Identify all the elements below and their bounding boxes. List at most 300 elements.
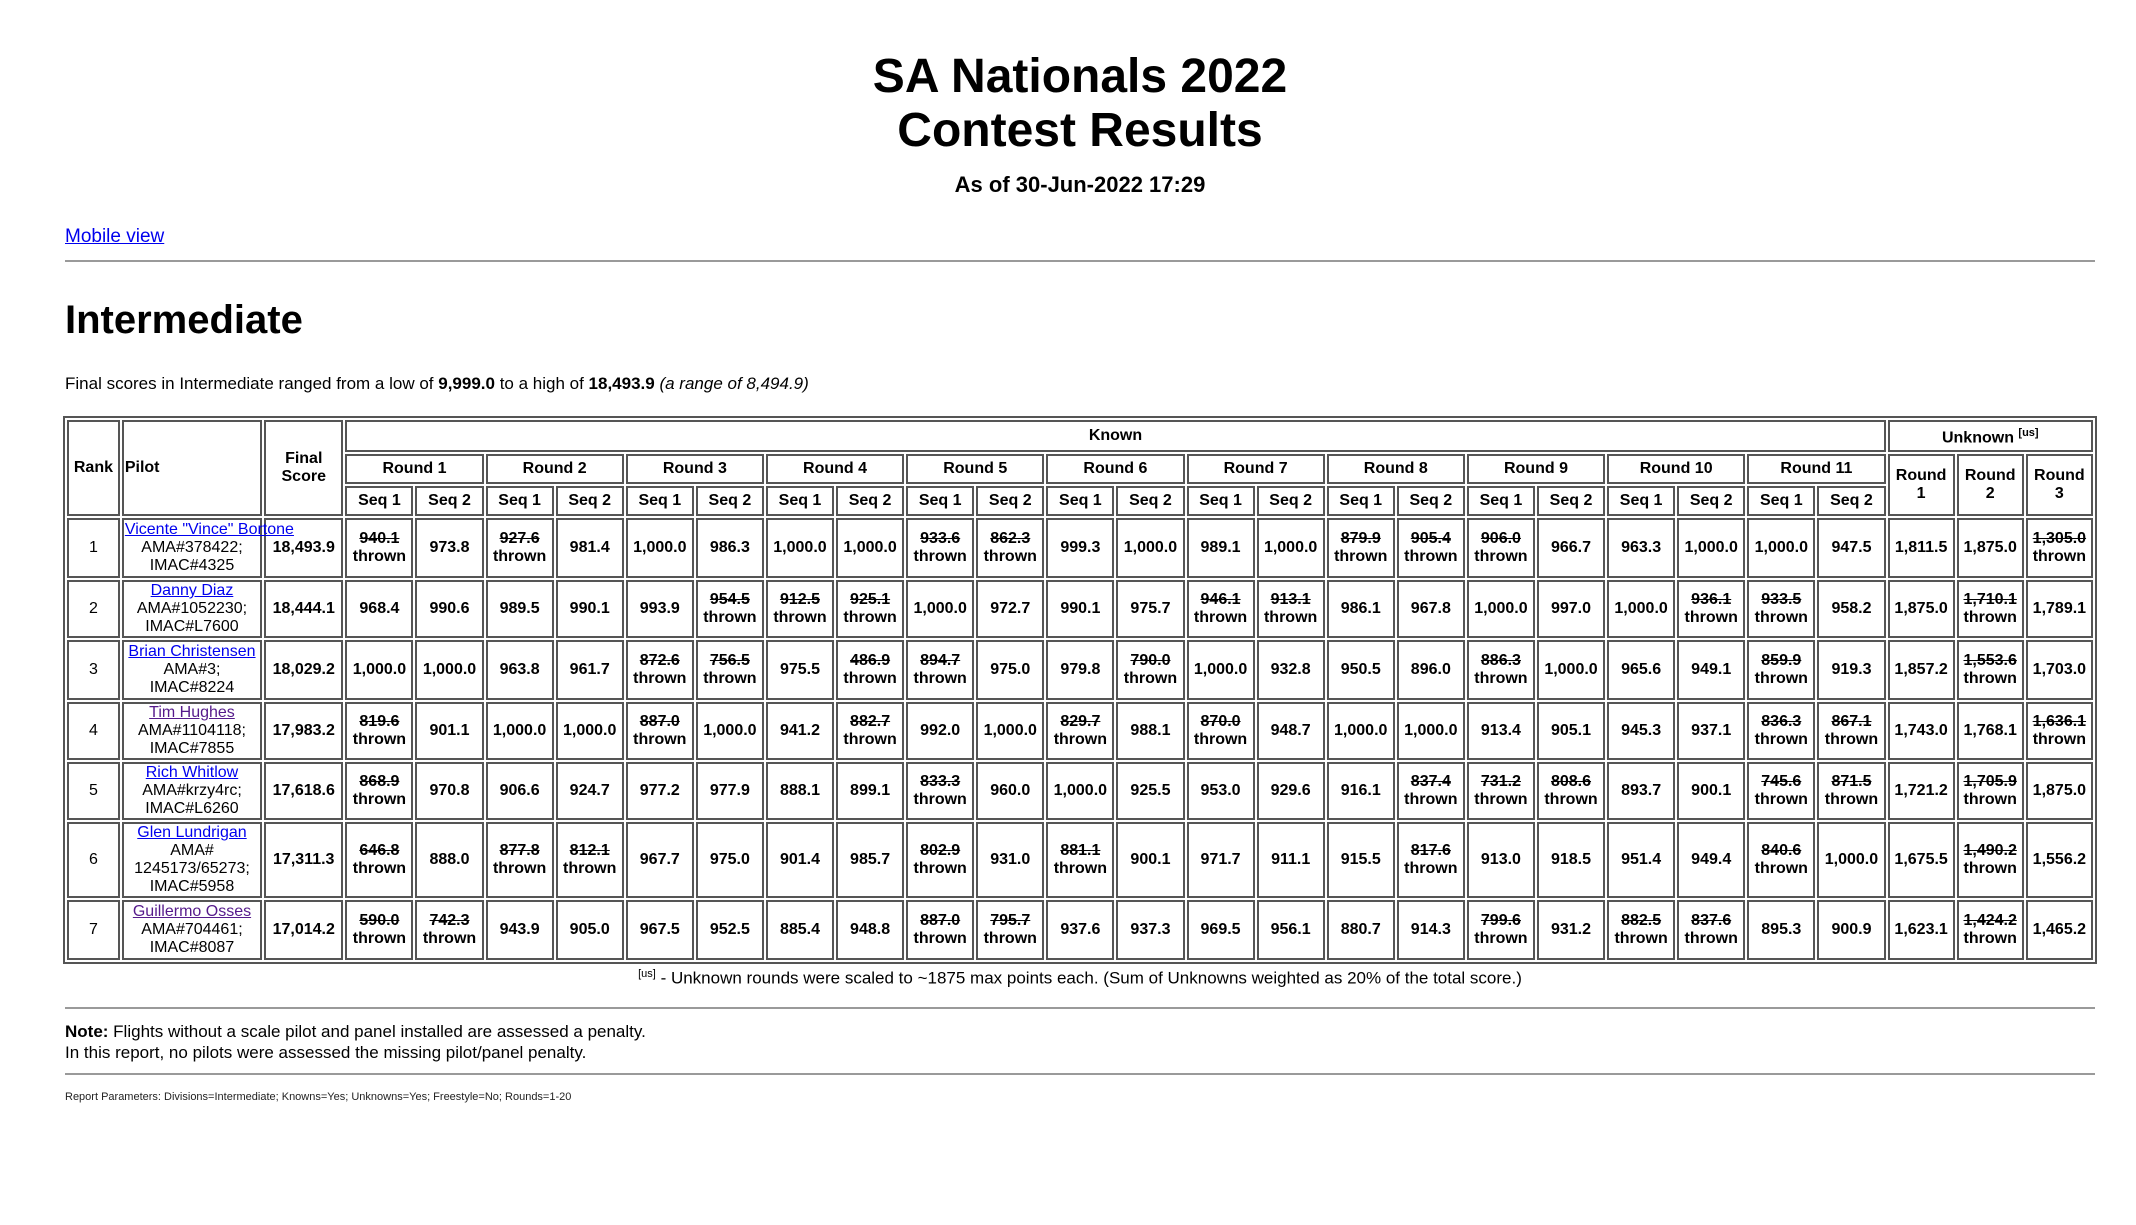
final-score-cell: 17,618.6 [264, 762, 343, 820]
seq-header: Seq 1 [486, 486, 554, 516]
thrown-score-value: 1,424.2 [1963, 912, 2017, 929]
thrown-score-value: 790.0 [1130, 652, 1171, 669]
known-score-cell: 977.9 [696, 762, 764, 820]
known-score-cell: 1,000.0 [1116, 518, 1184, 578]
known-score-cell: 992.0 [906, 702, 974, 760]
seq-header: Seq 1 [626, 486, 694, 516]
pilot-id: AMA#krzy4rc; [142, 782, 242, 799]
thrown-label: thrown [843, 670, 897, 687]
known-score-cell: 988.1 [1116, 702, 1184, 760]
known-score-cell: 948.8 [836, 900, 904, 960]
thrown-label: thrown [1754, 791, 1808, 808]
thrown-score-value: 795.7 [990, 912, 1031, 929]
thrown-score-value: 940.1 [359, 530, 400, 547]
thrown-score-value: 862.3 [990, 530, 1031, 547]
thrown-score-value: 837.6 [1691, 912, 1732, 929]
thrown-label: thrown [1474, 548, 1528, 565]
range-high: 18,493.9 [588, 374, 655, 393]
pilot-cell [122, 762, 262, 820]
known-score-cell: 905.1 [1537, 702, 1605, 760]
note-line1: Flights without a scale pilot and panel installed are assessed a penalty. [108, 1021, 646, 1041]
thrown-score-value: 882.5 [1621, 912, 1662, 929]
known-score-cell: 900.1 [1677, 762, 1745, 820]
known-score-cell: 961.7 [556, 640, 624, 700]
thrown-label: thrown [1963, 930, 2017, 947]
rank-cell: 3 [67, 640, 120, 700]
known-score-cell: 975.0 [696, 822, 764, 898]
known-score-cell [345, 762, 413, 820]
known-round-header: Round 8 [1327, 454, 1465, 484]
thrown-label: thrown [913, 791, 967, 808]
thrown-score-value: 819.6 [359, 713, 400, 730]
known-score-cell [1397, 518, 1465, 578]
pilot-cell [122, 900, 262, 960]
known-score-cell: 971.7 [1187, 822, 1255, 898]
known-score-cell: 888.0 [415, 822, 483, 898]
known-score-cell: 888.1 [766, 762, 834, 820]
mobile-view-link[interactable]: Mobile view [65, 226, 165, 247]
known-score-cell: 937.6 [1046, 900, 1114, 960]
seq-header: Seq 2 [1677, 486, 1745, 516]
known-score-cell [626, 702, 694, 760]
known-score-cell: 913.4 [1467, 702, 1535, 760]
as-of-timestamp: As of 30-Jun-2022 17:29 [954, 172, 1206, 197]
seq-header: Seq 1 [1747, 486, 1815, 516]
thrown-label: thrown [563, 860, 617, 877]
thrown-label: thrown [1474, 791, 1528, 808]
seq-header: Seq 1 [1467, 486, 1535, 516]
known-score-cell [486, 822, 554, 898]
known-score-cell [345, 518, 413, 578]
report-page [65, 50, 2095, 1103]
pilot-id: IMAC#L6260 [145, 800, 239, 817]
thrown-score-value: 1,636.1 [2032, 713, 2087, 730]
known-score-cell: 1,000.0 [1747, 518, 1815, 578]
unknown-header-label: Unknown [1941, 429, 2014, 447]
thrown-score-value: 799.6 [1480, 912, 1521, 929]
known-score-cell [906, 518, 974, 578]
thrown-label: thrown [352, 860, 407, 877]
thrown-label: thrown [1614, 930, 1668, 947]
known-round-header: Round 11 [1747, 454, 1885, 484]
thrown-label: thrown [1404, 860, 1458, 877]
known-score-cell: 901.4 [766, 822, 834, 898]
thrown-score-value: 905.4 [1410, 530, 1451, 547]
known-score-cell [1607, 900, 1675, 960]
rank-cell: 6 [67, 822, 120, 898]
rank-header: Rank [67, 420, 120, 516]
title-block [65, 50, 2095, 198]
thrown-label: thrown [1754, 731, 1808, 748]
range-mid: to a high of [494, 374, 589, 393]
known-score-cell [1046, 702, 1114, 760]
thrown-score-value: 936.1 [1691, 591, 1732, 608]
unknown-round-header: Round 1 [1888, 454, 1955, 516]
thrown-label: thrown [913, 548, 967, 565]
known-score-cell: 1,000.0 [1397, 702, 1465, 760]
unknown-score-cell: 1,703.0 [2026, 640, 2093, 700]
thrown-label: thrown [1963, 609, 2017, 626]
known-score-cell: 900.1 [1116, 822, 1184, 898]
thrown-score-value: 868.9 [359, 773, 400, 790]
known-score-cell: 1,000.0 [1607, 580, 1675, 638]
thrown-label: thrown [1193, 731, 1248, 748]
known-score-cell: 919.3 [1817, 640, 1885, 700]
thrown-label: thrown [1684, 930, 1738, 947]
pilot-id: AMA#704461; [141, 921, 243, 938]
unknown-score-cell: 1,675.5 [1888, 822, 1955, 898]
thrown-label: thrown [2032, 731, 2087, 748]
known-score-cell: 911.1 [1257, 822, 1325, 898]
pilot-cell [122, 822, 262, 898]
thrown-label: thrown [1123, 670, 1178, 687]
known-score-cell: 986.1 [1327, 580, 1395, 638]
pilot-name-link[interactable]: Brian Christensen [128, 643, 256, 660]
known-round-header: Round 9 [1467, 454, 1605, 484]
known-score-cell [1187, 580, 1255, 638]
note-line2: In this report, no pilots were assessed the missing pilot/panel penalty. [65, 1042, 587, 1062]
pilot-name-link[interactable]: Rich Whitlow [145, 764, 239, 781]
thrown-score-value: 745.6 [1761, 773, 1802, 790]
known-score-cell: 963.3 [1607, 518, 1675, 578]
range-prefix: Final scores in Intermediate ranged from a low of [65, 374, 439, 393]
unknown-score-cell: 1,875.0 [1888, 580, 1955, 638]
known-score-cell [836, 580, 904, 638]
known-score-cell: 893.7 [1607, 762, 1675, 820]
thrown-label: thrown [633, 731, 687, 748]
thrown-label: thrown [1824, 731, 1879, 748]
known-score-cell: 1,000.0 [766, 518, 834, 578]
seq-header: Seq 1 [345, 486, 413, 516]
known-score-cell [906, 822, 974, 898]
known-score-cell [1187, 702, 1255, 760]
known-score-cell: 969.5 [1187, 900, 1255, 960]
thrown-label: thrown [492, 860, 547, 877]
range-low: 9,999.0 [438, 374, 495, 393]
thrown-label: thrown [1754, 860, 1808, 877]
seq-header: Seq 2 [976, 486, 1044, 516]
known-score-cell: 989.1 [1187, 518, 1255, 578]
thrown-label: thrown [633, 670, 687, 687]
known-score-cell [1116, 640, 1184, 700]
thrown-label: thrown [983, 548, 1037, 565]
unknown-score-cell: 1,556.2 [2026, 822, 2093, 898]
known-score-cell [696, 580, 764, 638]
thrown-score-value: 486.9 [850, 652, 891, 669]
seq-header: Seq 2 [556, 486, 624, 516]
thrown-label: thrown [352, 791, 407, 808]
known-score-cell: 1,000.0 [976, 702, 1044, 760]
seq-header: Seq 2 [1116, 486, 1184, 516]
known-score-cell: 900.9 [1817, 900, 1885, 960]
results-table [63, 416, 2097, 964]
known-score-cell: 1,000.0 [556, 702, 624, 760]
thrown-score-value: 894.7 [920, 652, 961, 669]
footnote-sup: [us] [638, 968, 656, 980]
known-score-cell: 979.8 [1046, 640, 1114, 700]
note-label: Note: [65, 1021, 109, 1041]
thrown-label: thrown [1754, 670, 1808, 687]
known-score-cell: 1,000.0 [836, 518, 904, 578]
thrown-score-value: 954.5 [709, 591, 750, 608]
thrown-score-value: 946.1 [1200, 591, 1241, 608]
known-score-cell: 960.0 [976, 762, 1044, 820]
thrown-label: thrown [703, 670, 757, 687]
pilot-name-link[interactable]: Danny Diaz [150, 582, 234, 599]
seq-header: Seq 1 [1327, 486, 1395, 516]
known-score-cell: 986.3 [696, 518, 764, 578]
known-score-cell [1397, 822, 1465, 898]
pilot-name-link[interactable]: Vicente "Vince" Bortone [124, 521, 294, 538]
pilot-cell [122, 580, 262, 638]
known-score-cell [1747, 702, 1815, 760]
known-score-cell: 967.8 [1397, 580, 1465, 638]
known-score-cell: 918.5 [1537, 822, 1605, 898]
known-score-cell: 990.1 [1046, 580, 1114, 638]
unknown-score-cell [1957, 900, 2024, 960]
known-score-cell: 975.0 [976, 640, 1044, 700]
final-score-cell: 17,311.3 [264, 822, 343, 898]
known-score-cell [1327, 518, 1395, 578]
known-score-cell: 977.2 [626, 762, 694, 820]
known-score-cell: 931.0 [976, 822, 1044, 898]
thrown-label: thrown [1824, 791, 1879, 808]
known-header: Known [345, 420, 1885, 452]
known-score-cell [836, 640, 904, 700]
known-score-cell: 975.7 [1116, 580, 1184, 638]
thrown-score-value: 933.5 [1761, 591, 1802, 608]
known-score-cell [626, 640, 694, 700]
seq-header: Seq 1 [906, 486, 974, 516]
known-score-cell [696, 640, 764, 700]
unknown-score-cell: 1,875.0 [1957, 518, 2024, 578]
thrown-score-value: 833.3 [920, 773, 961, 790]
known-score-cell: 990.1 [556, 580, 624, 638]
thrown-score-value: 1,305.0 [2032, 530, 2087, 547]
thrown-score-value: 837.4 [1410, 773, 1451, 790]
known-score-cell: 941.2 [766, 702, 834, 760]
pilot-id: IMAC#7855 [149, 740, 235, 757]
known-round-header: Round 2 [486, 454, 624, 484]
unknown-score-cell: 1,789.1 [2026, 580, 2093, 638]
pilot-name-link[interactable]: Tim Hughes [149, 704, 235, 721]
seq-header: Seq 1 [766, 486, 834, 516]
thrown-score-value: 925.1 [850, 591, 891, 608]
range-note: (a range of 8,494.9) [659, 374, 809, 393]
thrown-label: thrown [1963, 860, 2017, 877]
known-score-cell [836, 702, 904, 760]
known-round-header: Round 10 [1607, 454, 1745, 484]
thrown-score-value: 812.1 [569, 842, 610, 859]
thrown-label: thrown [773, 609, 827, 626]
known-score-cell: 906.6 [486, 762, 554, 820]
seq-header: Seq 2 [1817, 486, 1885, 516]
final-score-cell: 17,014.2 [264, 900, 343, 960]
known-score-cell: 999.3 [1046, 518, 1114, 578]
final-score-cell: 17,983.2 [264, 702, 343, 760]
known-score-cell: 963.8 [486, 640, 554, 700]
pilot-id: AMA#3; [163, 661, 221, 678]
table-row [67, 518, 2093, 578]
known-score-cell [976, 900, 1044, 960]
known-score-cell: 1,000.0 [1467, 580, 1535, 638]
known-score-cell: 997.0 [1537, 580, 1605, 638]
thrown-label: thrown [1193, 609, 1248, 626]
known-score-cell: 966.7 [1537, 518, 1605, 578]
known-score-cell: 993.9 [626, 580, 694, 638]
thrown-label: thrown [1404, 548, 1458, 565]
known-score-cell [1397, 762, 1465, 820]
unknown-score-cell: 1,623.1 [1888, 900, 1955, 960]
thrown-score-value: 1,705.9 [1963, 773, 2017, 790]
known-score-cell: 1,000.0 [345, 640, 413, 700]
rank-cell: 4 [67, 702, 120, 760]
unknown-score-cell [2026, 702, 2093, 760]
known-score-cell: 949.1 [1677, 640, 1745, 700]
pilot-id: IMAC#8224 [149, 679, 235, 696]
seq-header: Seq 1 [1607, 486, 1675, 516]
known-score-cell: 956.1 [1257, 900, 1325, 960]
known-score-cell [1747, 580, 1815, 638]
known-score-cell: 899.1 [836, 762, 904, 820]
known-score-cell: 905.0 [556, 900, 624, 960]
known-score-cell: 914.3 [1397, 900, 1465, 960]
known-score-cell: 913.0 [1467, 822, 1535, 898]
known-score-cell: 1,000.0 [906, 580, 974, 638]
known-score-cell: 1,000.0 [486, 702, 554, 760]
known-score-cell [1467, 640, 1535, 700]
known-round-header: Round 6 [1046, 454, 1184, 484]
seq-header: Seq 1 [1046, 486, 1114, 516]
footnote-text: - Unknown rounds were scaled to ~1875 max points each. (Sum of Unknowns weighted as 20% of the total score.) [655, 968, 1522, 988]
thrown-score-value: 836.3 [1761, 713, 1802, 730]
known-score-cell: 1,000.0 [1187, 640, 1255, 700]
known-score-cell: 952.5 [696, 900, 764, 960]
known-round-header: Round 1 [345, 454, 483, 484]
thrown-label: thrown [1404, 791, 1458, 808]
thrown-score-value: 927.6 [499, 530, 540, 547]
known-score-cell: 1,000.0 [1677, 518, 1745, 578]
pilot-id: AMA#1052230; [136, 600, 248, 617]
unknown-score-cell: 1,875.0 [2026, 762, 2093, 820]
thrown-label: thrown [1263, 609, 1318, 626]
pilot-name-link[interactable]: Glen Lundrigan [137, 824, 247, 841]
thrown-label: thrown [1334, 548, 1388, 565]
seq-header: Seq 2 [1537, 486, 1605, 516]
thrown-score-value: 1,490.2 [1963, 842, 2017, 859]
thrown-score-value: 829.7 [1060, 713, 1101, 730]
thrown-score-value: 887.0 [920, 912, 961, 929]
pilot-id: IMAC#5958 [149, 878, 235, 895]
known-score-cell [486, 518, 554, 578]
known-score-cell: 981.4 [556, 518, 624, 578]
seq-header: Seq 2 [1397, 486, 1465, 516]
pilot-id: 1245173/65273; [134, 860, 250, 877]
known-score-cell: 975.5 [766, 640, 834, 700]
rank-cell: 2 [67, 580, 120, 638]
known-score-cell [415, 900, 483, 960]
seq-header: Seq 1 [1187, 486, 1255, 516]
unknown-score-cell: 1,743.0 [1888, 702, 1955, 760]
thrown-label: thrown [352, 731, 407, 748]
known-score-cell [1677, 900, 1745, 960]
report-parameters: Report Parameters: Divisions=Intermediate; Knowns=Yes; Unknowns=Yes; Freestyle=No; Rounds=1-20 [65, 1090, 572, 1103]
known-score-cell: 895.3 [1747, 900, 1815, 960]
known-score-cell: 937.3 [1116, 900, 1184, 960]
thrown-label: thrown [913, 670, 967, 687]
known-score-cell: 932.8 [1257, 640, 1325, 700]
thrown-score-value: 646.8 [359, 842, 400, 859]
footnote [65, 968, 2095, 989]
unknown-score-cell: 1,721.2 [1888, 762, 1955, 820]
thrown-label: thrown [983, 930, 1037, 947]
known-score-cell [906, 900, 974, 960]
known-score-cell: 1,000.0 [415, 640, 483, 700]
unknown-round-header: Round 2 [1957, 454, 2024, 516]
thrown-score-value: 817.6 [1410, 842, 1451, 859]
thrown-score-value: 867.1 [1831, 713, 1872, 730]
known-score-cell: 965.6 [1607, 640, 1675, 700]
thrown-label: thrown [1963, 791, 2017, 808]
thrown-label: thrown [913, 930, 967, 947]
known-score-cell: 880.7 [1327, 900, 1395, 960]
divider-bottom [65, 1073, 2095, 1075]
thrown-label: thrown [1474, 670, 1528, 687]
known-score-cell: 951.4 [1607, 822, 1675, 898]
thrown-score-value: 882.7 [850, 713, 891, 730]
thrown-score-value: 887.0 [639, 713, 680, 730]
known-round-header: Round 7 [1187, 454, 1325, 484]
known-score-cell: 947.5 [1817, 518, 1885, 578]
pilot-id: IMAC#L7600 [145, 618, 239, 635]
known-score-cell [1747, 822, 1815, 898]
division-heading: Intermediate [65, 298, 303, 342]
thrown-score-value: 886.3 [1480, 652, 1521, 669]
final-score-cell: 18,493.9 [264, 518, 343, 578]
thrown-label: thrown [843, 609, 897, 626]
table-row [67, 580, 2093, 638]
thrown-score-value: 742.3 [429, 912, 470, 929]
thrown-score-value: 731.2 [1480, 773, 1521, 790]
known-score-cell [1257, 580, 1325, 638]
thrown-score-value: 802.9 [920, 842, 961, 859]
known-score-cell: 916.1 [1327, 762, 1395, 820]
thrown-label: thrown [1754, 609, 1808, 626]
final-score-cell: 18,029.2 [264, 640, 343, 700]
divider-top [65, 260, 2095, 262]
known-score-cell: 985.7 [836, 822, 904, 898]
pilot-cell [122, 518, 294, 578]
unknown-score-cell [2026, 518, 2093, 578]
known-score-cell: 958.2 [1817, 580, 1885, 638]
report-title-line2: Contest Results [897, 104, 1263, 157]
known-score-cell [556, 822, 624, 898]
known-score-cell [906, 762, 974, 820]
divider-middle [65, 1007, 2095, 1009]
thrown-label: thrown [1053, 860, 1108, 877]
known-score-cell [1537, 762, 1605, 820]
pilot-id: AMA#1104118; [138, 722, 246, 739]
thrown-label: thrown [703, 609, 757, 626]
pilot-name-link[interactable]: Guillermo Osses [132, 903, 252, 920]
known-score-cell: 1,000.0 [1817, 822, 1885, 898]
final-score-header: Final Score [264, 420, 343, 516]
thrown-score-value: 1,553.6 [1963, 652, 2017, 669]
known-score-cell: 896.0 [1397, 640, 1465, 700]
seq-header: Seq 2 [696, 486, 764, 516]
known-score-cell: 931.2 [1537, 900, 1605, 960]
report-title-line1: SA Nationals 2022 [872, 50, 1288, 103]
